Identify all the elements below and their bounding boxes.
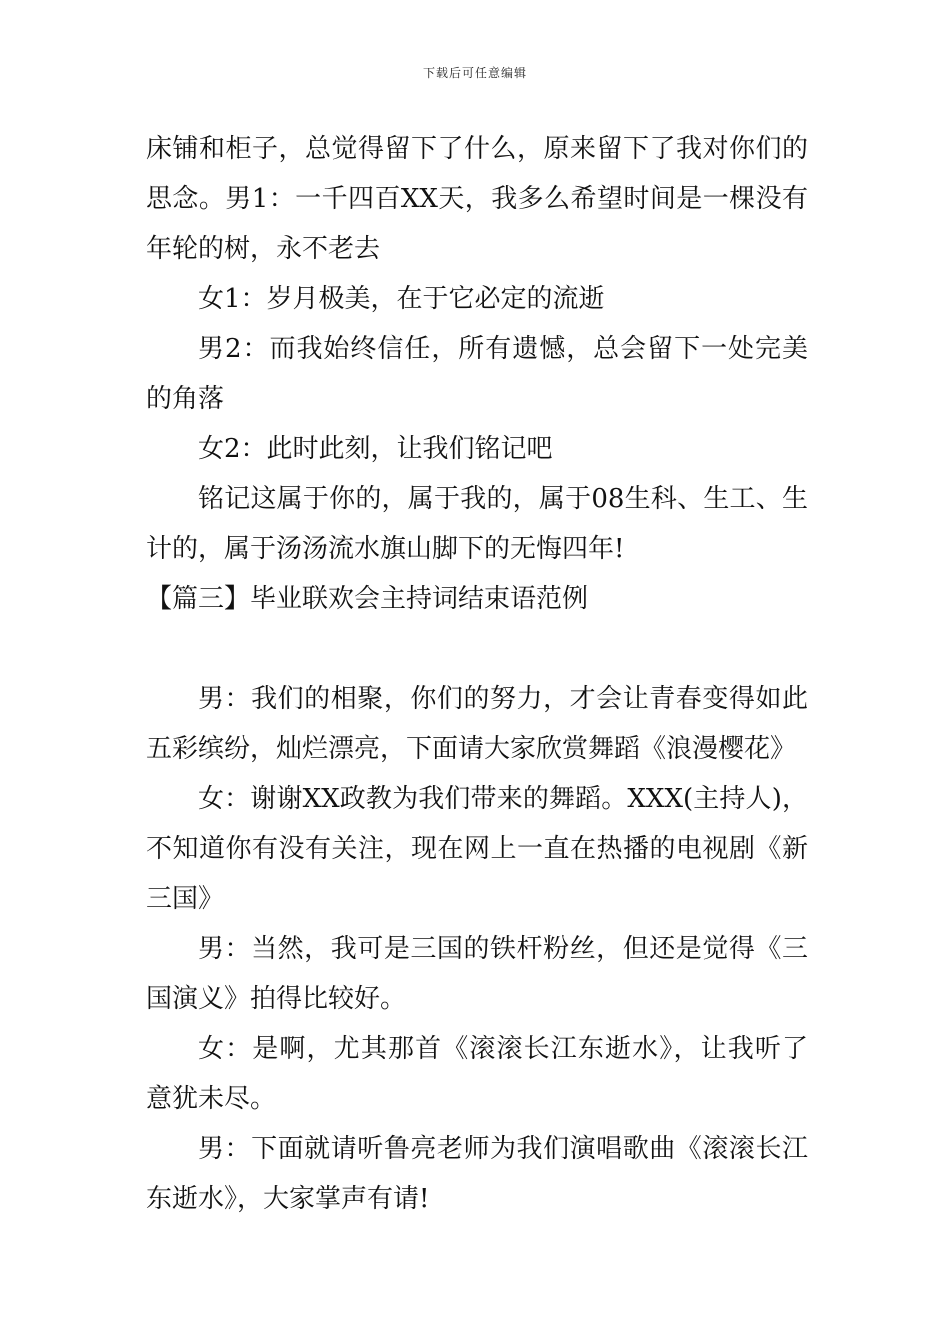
paragraph-remember: 铭记这属于你的，属于我的，属于08生科、生工、生计的，属于汤汤流水旗山脚下的无悔四年! — [146, 484, 808, 564]
paragraph-continuation: 床铺和柜子，总觉得留下了什么，原来留下了我对你们的思念。男1：一千四百XX天，我多么希望时间是一棵没有年轮的树，永不老去 — [146, 134, 808, 264]
paragraph-female-1: 女1：岁月极美，在于它必定的流逝 — [198, 284, 605, 314]
paragraph-female-2: 女2：此时此刻，让我们铭记吧 — [198, 434, 553, 464]
paragraph-male-2: 男2：而我始终信任，所有遗憾，总会留下一处完美的角落 — [146, 334, 808, 414]
document-body — [146, 124, 808, 1224]
paragraph-male-invite: 男：下面就请听鲁亮老师为我们演唱歌曲《滚滚长江东逝水》，大家掌声有请! — [146, 1134, 808, 1214]
paragraph-male-dance: 男：我们的相聚，你们的努力，才会让青春变得如此五彩缤纷，灿烂漂亮，下面请大家欣赏舞蹈《浪漫樱花》 — [146, 684, 808, 764]
paragraph-male-sanguo: 男：当然，我可是三国的铁杆粉丝，但还是觉得《三国演义》拍得比较好。 — [146, 934, 808, 1014]
page-header-note: 下载后可任意编辑 — [422, 66, 527, 80]
paragraph-female-tv: 女：谢谢XX政教为我们带来的舞蹈。XXX(主持人)，不知道你有没有关注，现在网上一直在热播的电视剧《新三国》 — [146, 784, 808, 914]
section-heading: 【篇三】毕业联欢会主持词结束语范例 — [146, 584, 589, 614]
paragraph-female-song: 女：是啊，尤其那首《滚滚长江东逝水》，让我听了意犹未尽。 — [146, 1034, 808, 1114]
section-spacer — [146, 624, 808, 674]
